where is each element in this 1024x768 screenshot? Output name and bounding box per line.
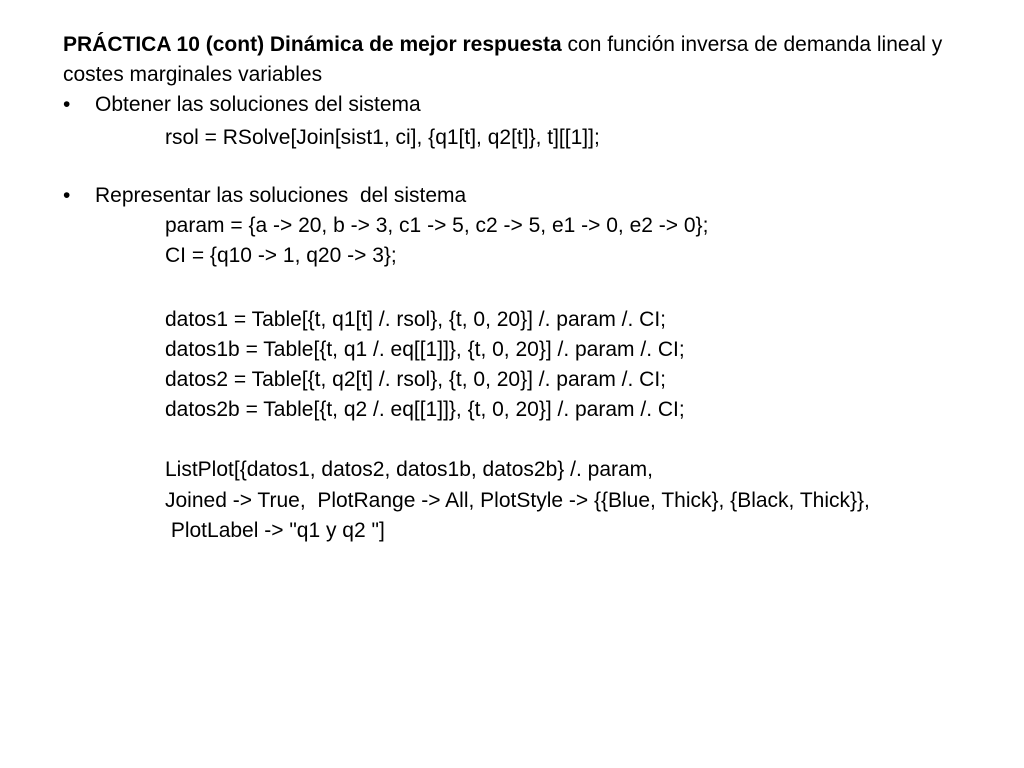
code-line-datos2b: datos2b = Table[{t, q2 /. eq[[1]]}, {t, 0, 20}] /. param /. CI; bbox=[165, 398, 685, 421]
slide-title-rest: con función inversa de demanda lineal y costes marginales variables bbox=[63, 33, 943, 86]
slide-title-bold: PRÁCTICA 10 (cont) Dinámica de mejor respuesta bbox=[63, 33, 562, 56]
bullet-label: Representar las soluciones del sistema bbox=[95, 184, 467, 207]
bullet-dot: • bbox=[63, 184, 71, 207]
code-line-param: param = {a -> 20, b -> 3, c1 -> 5, c2 -> 5, e1 -> 0, e2 -> 0}; bbox=[165, 214, 709, 237]
code-line-plotlabel: PlotLabel -> "q1 y q2 "] bbox=[165, 519, 385, 542]
code-line-options: Joined -> True, PlotRange -> All, PlotStyle -> {{Blue, Thick}, {Black, Thick}}, bbox=[165, 489, 870, 512]
code-line-rsolve: rsol = RSolve[Join[sist1, ci], {q1[t], q2[t]}, t][[1]]; bbox=[165, 126, 600, 149]
bullet-dot: • bbox=[63, 93, 71, 116]
code-line-datos2: datos2 = Table[{t, q2[t] /. rsol}, {t, 0, 20}] /. param /. CI; bbox=[165, 368, 666, 391]
code-line-listplot: ListPlot[{datos1, datos2, datos1b, datos2b} /. param, bbox=[165, 458, 653, 481]
code-line-ci: CI = {q10 -> 1, q20 -> 3}; bbox=[165, 244, 397, 267]
slide-title bbox=[63, 30, 963, 90]
bullet-label: Obtener las soluciones del sistema bbox=[95, 93, 421, 116]
code-line-datos1: datos1 = Table[{t, q1[t] /. rsol}, {t, 0, 20}] /. param /. CI; bbox=[165, 308, 666, 331]
code-line-datos1b: datos1b = Table[{t, q1 /. eq[[1]]}, {t, 0, 20}] /. param /. CI; bbox=[165, 338, 685, 361]
